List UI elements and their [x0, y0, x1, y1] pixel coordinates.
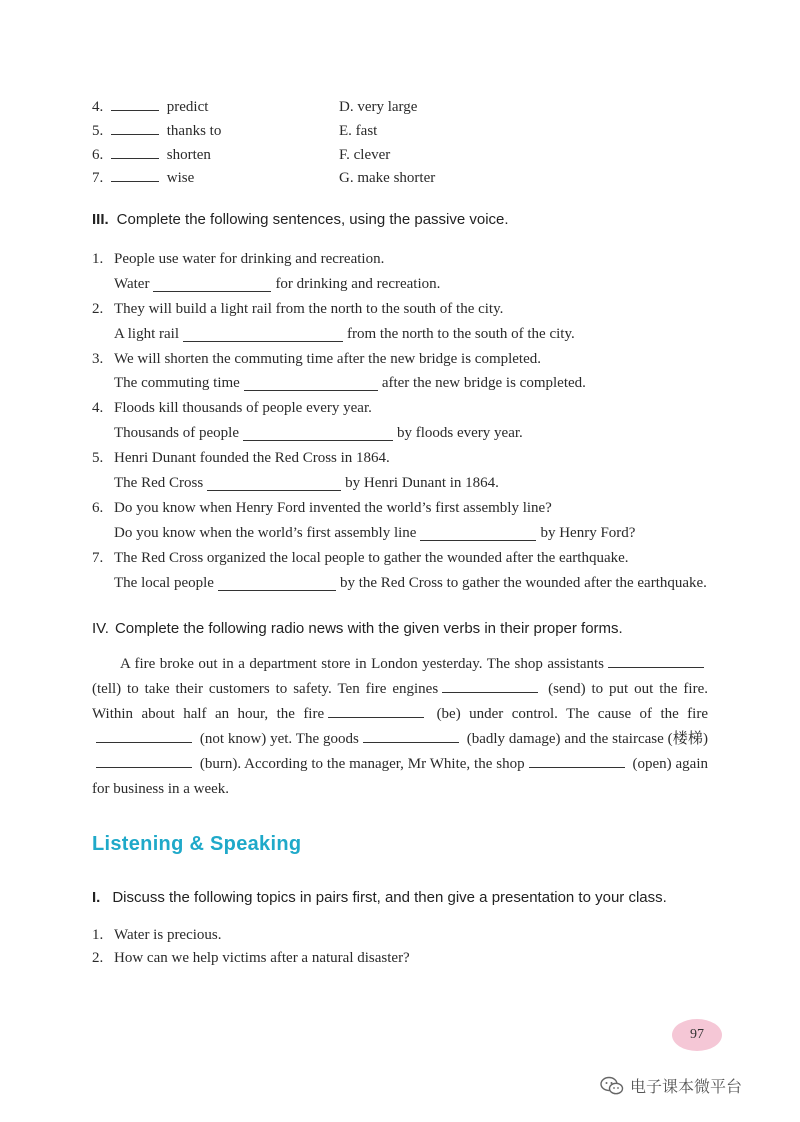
- answer-blank[interactable]: [153, 277, 271, 292]
- item-number: 4.: [92, 400, 104, 417]
- answer-suffix: by floods every year.: [396, 425, 523, 442]
- answer-blank[interactable]: [111, 181, 159, 182]
- answer-suffix: by Henri Dunant in 1864.: [345, 474, 499, 491]
- answer-prefix: Water: [114, 275, 150, 292]
- item-number: 6.: [92, 499, 104, 516]
- answer-prefix: The commuting time: [114, 375, 240, 392]
- watermark: [600, 1074, 742, 1097]
- item-number: 7.: [92, 549, 104, 566]
- section-4-heading: [92, 620, 623, 637]
- answer-prefix: The Red Cross: [114, 474, 204, 491]
- match-word: shorten: [166, 146, 211, 163]
- item-number: 2.: [92, 300, 104, 317]
- item-number: 7.: [92, 170, 104, 187]
- answer-blank[interactable]: [608, 653, 704, 668]
- question-text: Henri Dunant founded the Red Cross in 1864.: [114, 450, 390, 467]
- question-text: Do you know when Henry Ford invented the world’s first assembly line?: [114, 499, 552, 516]
- answer-line: [92, 571, 712, 596]
- match-meaning: D. very large: [339, 99, 418, 116]
- item-number: 5.: [92, 123, 104, 140]
- answer-suffix: from the north to the south of the city.: [347, 325, 575, 342]
- answer-blank[interactable]: [111, 110, 159, 111]
- matching-row: [92, 167, 512, 191]
- answer-line: [92, 322, 712, 347]
- matching-row: [92, 96, 512, 120]
- item-number: 5.: [92, 450, 104, 467]
- answer-line: [92, 272, 712, 297]
- listening-speaking-title: Listening & Speaking: [92, 833, 302, 855]
- section-3-heading: [92, 211, 509, 228]
- answer-blank[interactable]: [111, 158, 159, 159]
- question-line: [92, 446, 712, 471]
- answer-prefix: Do you know when the world’s first assembly line: [114, 524, 417, 541]
- matching-row: [92, 143, 512, 167]
- passage-text: (burn). According to the manager, Mr White, the shop: [199, 756, 525, 772]
- answer-blank[interactable]: [328, 703, 424, 718]
- item-number: 1.: [92, 250, 104, 267]
- question-text: They will build a light rail from the north to the south of the city.: [114, 300, 504, 317]
- answer-line: [92, 471, 712, 496]
- matching-exercise: [92, 96, 512, 191]
- answer-blank[interactable]: [207, 476, 341, 491]
- match-meaning: F. clever: [339, 146, 391, 163]
- question-line: [92, 546, 712, 571]
- question-text: People use water for drinking and recreation.: [114, 250, 385, 267]
- answer-suffix: after the new bridge is completed.: [381, 375, 586, 392]
- question-text: Floods kill thousands of people every year.: [114, 400, 372, 417]
- section-number: IV.: [92, 620, 109, 637]
- answer-suffix: by the Red Cross to gather the wounded after the earthquake.: [339, 574, 707, 591]
- answer-line: [92, 521, 712, 546]
- passage-text: (be) under control. The cause of the fire: [436, 706, 708, 722]
- watermark-text: 电子课本微平台: [630, 1077, 743, 1096]
- question-line: [92, 297, 712, 322]
- discussion-topics: [92, 924, 712, 970]
- question-line: [92, 247, 712, 272]
- topic-text: How can we help victims after a natural disaster?: [114, 950, 410, 966]
- match-word: wise: [166, 170, 195, 187]
- section-title: Complete the following radio news with the given verbs in their proper forms.: [114, 620, 623, 637]
- passive-voice-exercise: [92, 247, 712, 595]
- section-number: I.: [92, 889, 101, 906]
- section-title: Complete the following sentences, using the passive voice.: [116, 211, 509, 228]
- passage-text: (not know) yet. The goods: [199, 731, 359, 747]
- matching-row: [92, 120, 512, 144]
- answer-blank[interactable]: [111, 134, 159, 135]
- item-number: 6.: [92, 146, 104, 163]
- topic-text: Water is precious.: [114, 927, 222, 943]
- answer-blank[interactable]: [183, 327, 343, 342]
- question-text: We will shorten the commuting time after the new bridge is completed.: [114, 350, 542, 367]
- item-number: 2.: [92, 950, 104, 966]
- passage-text: (tell) to take their customers to safety. Ten fire engines: [92, 681, 439, 697]
- match-word: thanks to: [166, 123, 222, 140]
- page-number: 97: [672, 1019, 722, 1051]
- answer-blank[interactable]: [96, 753, 192, 768]
- passage-text: A fire broke out in a department store in London yesterday. The shop assistants: [120, 656, 604, 672]
- answer-blank[interactable]: [218, 576, 336, 591]
- item-number: 1.: [92, 927, 104, 943]
- match-meaning: G. make shorter: [339, 170, 436, 187]
- answer-line: [92, 371, 712, 396]
- answer-blank[interactable]: [244, 376, 378, 391]
- passage-text: (open) again for business in a week.: [92, 756, 709, 797]
- list-item: [92, 947, 712, 970]
- question-text: The Red Cross organized the local people to gather the wounded after the earthquake.: [114, 549, 629, 566]
- answer-blank[interactable]: [442, 678, 538, 693]
- answer-blank[interactable]: [420, 526, 536, 541]
- list-item: [92, 924, 712, 947]
- item-number: 3.: [92, 350, 104, 367]
- passage-text: (badly damage) and the staircase (楼梯): [466, 731, 709, 747]
- match-meaning: E. fast: [339, 123, 378, 140]
- section-title: Discuss the following topics in pairs first, and then give a presentation to your class.: [112, 889, 667, 906]
- question-line: [92, 347, 712, 372]
- question-line: [92, 396, 712, 421]
- question-line: [92, 496, 712, 521]
- radio-news-passage: [92, 652, 708, 802]
- listening-section-heading: [92, 889, 667, 906]
- answer-prefix: Thousands of people: [114, 425, 239, 442]
- answer-prefix: A light rail: [114, 325, 179, 342]
- answer-blank[interactable]: [363, 728, 459, 743]
- wechat-icon: [600, 1076, 624, 1096]
- item-number: 4.: [92, 99, 104, 116]
- answer-suffix: for drinking and recreation.: [275, 275, 441, 292]
- section-number: III.: [92, 211, 109, 228]
- match-word: predict: [166, 99, 209, 116]
- answer-suffix: by Henry Ford?: [540, 524, 636, 541]
- answer-blank[interactable]: [243, 426, 393, 441]
- answer-line: [92, 421, 712, 446]
- answer-blank[interactable]: [529, 753, 625, 768]
- answer-blank[interactable]: [96, 728, 192, 743]
- answer-prefix: The local people: [114, 574, 214, 591]
- passage-text: (send) to put out the fire. Within about half an hour, the fire: [92, 681, 708, 722]
